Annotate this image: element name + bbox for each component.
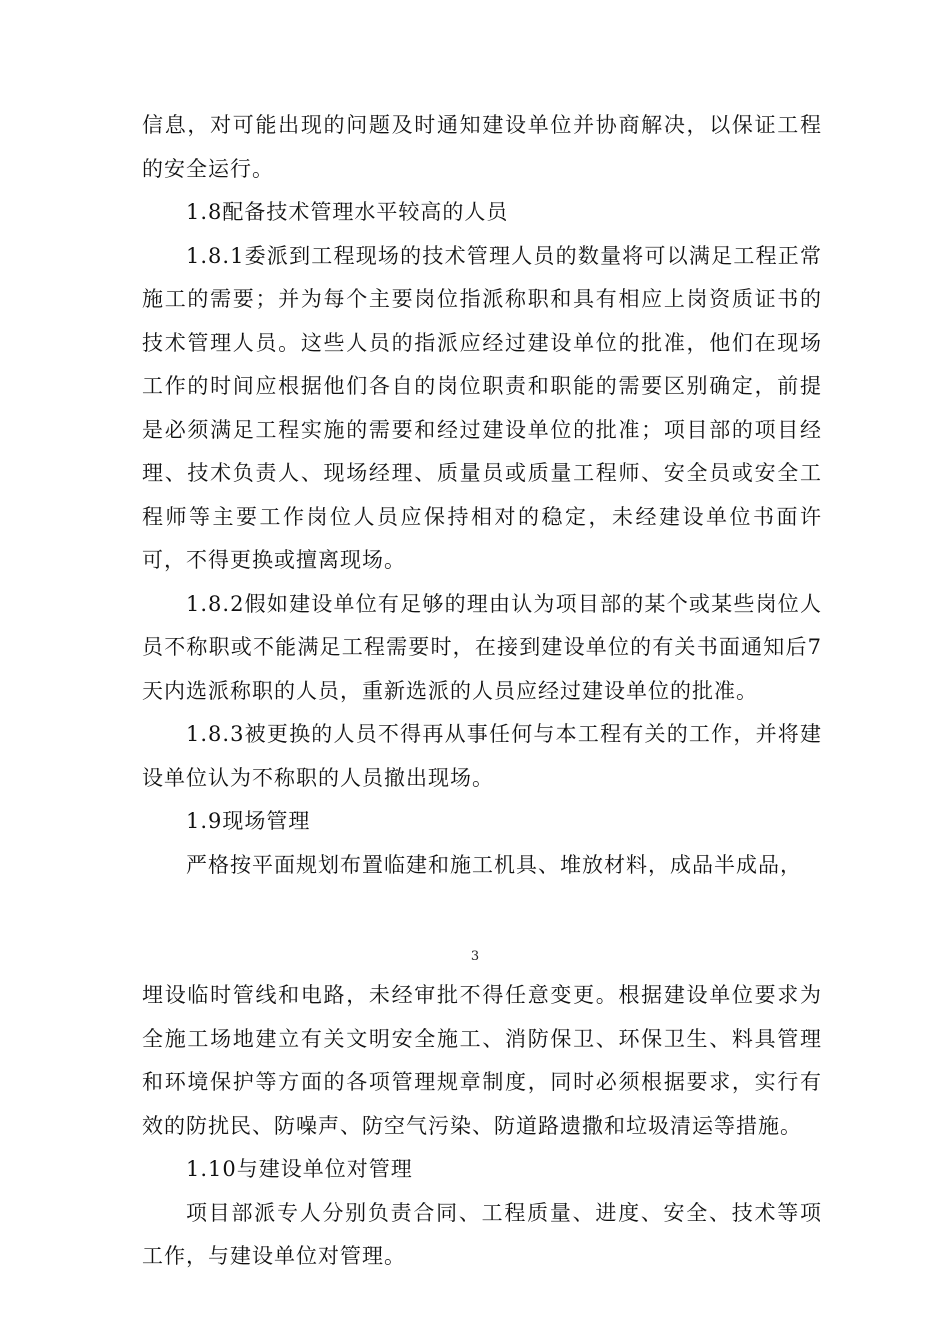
paragraph-1-10: 项目部派专人分别负责合同、工程质量、进度、安全、技术等项工作，与建设单位对管理。: [142, 1200, 822, 1268]
text-block-top: [142, 104, 822, 887]
heading-1-10: 1.10与建设单位对管理: [186, 1157, 413, 1181]
heading-1-9: 1.9现场管理: [186, 809, 311, 833]
paragraph-1-9-start: 严格按平面规划布置临建和施工机具、堆放材料，成品半成品，: [186, 852, 802, 877]
paragraph-1-8-1: 1.8.1委派到工程现场的技术管理人员的数量将可以满足工程正常施工的需要；并为每个主要岗位指派称职和具有相应上岗资质证书的技术管理人员。这些人员的指派应经过建设单位的批准，他们在现场工作的时间应根据他们各自的岗位职责和职能的需要区别确定，前提是必须满足工程实施的需要和经过建设单位的批准；项目部的项目经理、技术负责人、现场经理、质量员或质量工程师、安全员或安全工程师等主要工作岗位人员应保持相对的稳定，未经建设单位书面许可，不得更换或擅离现场。: [142, 243, 822, 572]
text-block-bottom: [142, 974, 822, 1279]
paragraph-1-9-continuation: 埋设临时管线和电路，未经审批不得任意变更。根据建设单位要求为全施工场地建立有关文明安全施工、消防保卫、环保卫生、料具管理和环境保护等方面的各项管理规章制度，同时必须根据要求，实行有效的防扰民、防噪声、防空气污染、防道路遗撒和垃圾清运等措施。: [142, 983, 822, 1138]
page-number: 3: [470, 949, 480, 964]
heading-1-8: 1.8配备技术管理水平较高的人员: [186, 200, 509, 224]
paragraph-1-8-3: 1.8.3被更换的人员不得再从事任何与本工程有关的工作，并将建设单位认为不称职的人员撤出现场。: [142, 722, 822, 790]
paragraph-1-8-2: 1.8.2假如建设单位有足够的理由认为项目部的某个或某些岗位人员不称职或不能满足工程需要时，在接到建设单位的有关书面通知后7天内选派称职的人员，重新选派的人员应经过建设单位的批准。: [142, 591, 822, 703]
paragraph-continuation: 信息，对可能出现的问题及时通知建设单位并协商解决，以保证工程的安全运行。: [142, 113, 822, 181]
